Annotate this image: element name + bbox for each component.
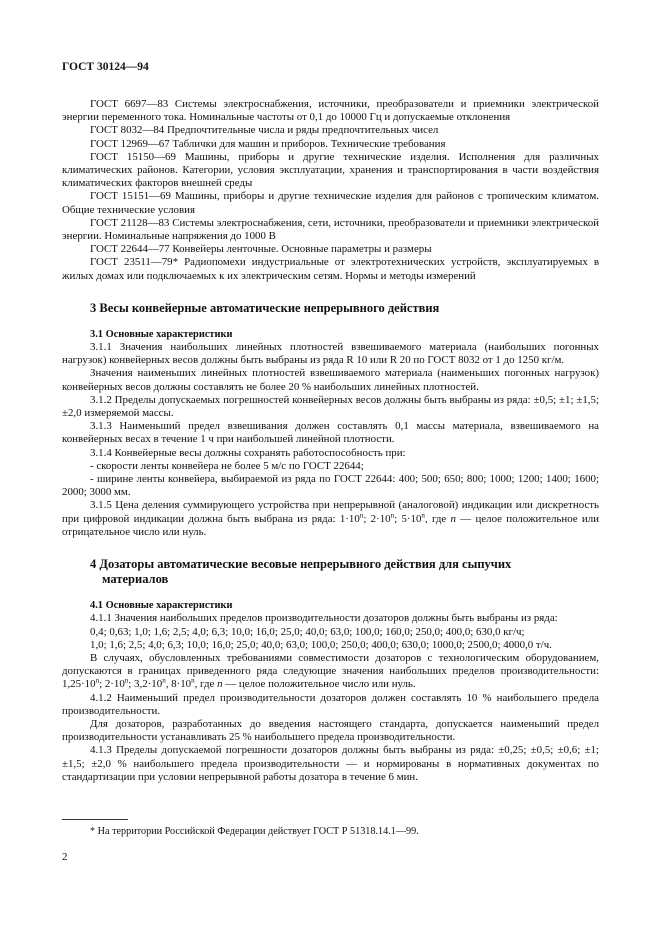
clause-3-1-2: 3.1.2 Пределы допускаемых погрешностей конвейерных весов должны быть выбраны из ряда: ±0,5; ±1; ±1,5; ±2,0 измеряемой массы. bbox=[62, 393, 599, 420]
subsection-4-1-heading: 4.1 Основные характеристики bbox=[90, 600, 233, 612]
document-body bbox=[62, 98, 599, 784]
clause-3-1-1: 3.1.1 Значения наибольших линейных плотностей взвешиваемого материала (наибольших погонных нагрузок) конвейерных весов должны быть выбраны из ряда R 10 или R 20 по ГОСТ 8032 от 1 до 1250 кг/м. bbox=[62, 341, 599, 367]
series-kg-per-hour: 0,4; 0,63; 1,0; 1,6; 2,5; 4,0; 6,3; 10,0; 16,0; 25,0; 40,0; 63,0; 100,0; 160,0; 250,0; 400,0; 630,0 кг/ч; bbox=[90, 625, 525, 638]
clause-3-1-3: 3.1.3 Наименьший предел взвешивания должен составлять 0,1 массы материала, взвешиваемого на конвейерных весах в течение 1 ч при наибольшей линейной плотности. bbox=[62, 420, 599, 446]
references-list bbox=[62, 98, 599, 283]
running-header: ГОСТ 30124—94 bbox=[62, 61, 149, 73]
reference-item: ГОСТ 8032—84 Предпочтительные числа и ряды предпочтительных чисел bbox=[90, 124, 439, 137]
clause-4-1-2-note: Для дозаторов, разработанных до введения настоящего стандарта, допускается наименьший предел производительности устанавливать 25 % наибольшего предела производительности. bbox=[62, 717, 599, 744]
subsection-3-1-heading: 3.1 Основные характеристики bbox=[90, 328, 233, 340]
series-t-per-hour: 1,0; 1,6; 2,5; 4,0; 6,3; 10,0; 16,0; 25,0; 40,0; 63,0; 100,0; 250,0; 400,0; 630,0; 1000,0; 2500,0; 4000,0 т/ч. bbox=[90, 638, 552, 651]
reference-item: ГОСТ 21128—83 Системы электроснабжения, сети, источники, преобразователи и приемники электрической энергии. Номинальные напряжения до 1000 В bbox=[62, 216, 599, 243]
clause-3-1-4: 3.1.4 Конвейерные весы должны сохранять работоспособность при: bbox=[90, 446, 406, 459]
reference-item: ГОСТ 15150—69 Машины, приборы и другие технические изделия. Исполнения для различных климатических районов. Категории, условия эксплуатации, хранения и транспортирования в части воздействия климатических факторов внешней среды bbox=[62, 150, 599, 190]
clause-3-1-4-item: - ширине ленты конвейера, выбираемой из ряда по ГОСТ 22644: 400; 500; 650; 800; 1000; 1200; 1400; 1600; 2000; 3000 мм. bbox=[62, 473, 599, 499]
section-3-heading: 3 Весы конвейерные автоматические непрерывного действия bbox=[90, 300, 440, 315]
reference-item: ГОСТ 12969—67 Таблички для машин и приборов. Технические требования bbox=[90, 137, 446, 150]
section-4-heading: 4 Дозаторы автоматические весовые непрерывного действия для сыпучих материалов bbox=[90, 557, 512, 587]
clause-3-1-5: 3.1.5 Цена деления суммирующего устройства при непрерывной (аналоговой) индикации или дискретность при цифровой индикации должна быть выбрана из ряда: $1\cdot 10^n$; $2\cdot 10^n$; $5\cdot 10^n$, где n — целое положительное или отрицательное число или нуль. bbox=[62, 499, 599, 538]
reference-item: ГОСТ 23511—79* Радиопомехи индустриальные от электротехнических устройств, эксплуатируемых в жилых домах или подключаемых к их электрическим сетям. Нормы и методы измерений bbox=[62, 256, 599, 282]
clause-4-1-1-note: В случаях, обусловленных требованиями совместимости дозаторов с технологическим оборудованием, допускаются в границах приведенного ряда следующие значения наибольших пределов производительности: $1,25\cdot 10^n$; $2\cdot 10^n$; $3,2\cdot 10^n$, $8\cdot 10^n$, где n — целое положительное число или нуль. bbox=[62, 651, 599, 691]
reference-item: ГОСТ 15151—69 Машины, приборы и другие технические изделия для районов с тропическим климатом. Общие технические условия bbox=[62, 190, 599, 216]
clause-4-1-1: 4.1.1 Значения наибольших пределов производительности дозаторов должны быть выбраны из ряда: bbox=[90, 612, 558, 625]
capacity-series bbox=[62, 626, 599, 652]
reference-item: ГОСТ 22644—77 Конвейеры ленточные. Основные параметры и размеры bbox=[90, 243, 432, 256]
footnote-separator bbox=[62, 819, 128, 820]
clause-4-1-2: 4.1.2 Наименьший предел производительности дозаторов должен составлять 10 % наибольшего предела производительности. bbox=[62, 691, 599, 717]
page-number: 2 bbox=[62, 851, 68, 863]
clause-3-1-4-item: - скорости ленты конвейера не более 5 м/с по ГОСТ 22644; bbox=[90, 459, 364, 472]
clause-4-1-3: 4.1.3 Пределы допускаемой погрешности дозаторов должны быть выбраны из ряда: ±0,25; ±0,5; ±0,6; ±1; ±1,5; ±2,0 % наибольшего предела производительности — и нормированы в нормативных документах по стандартизации при условии непрерывной работы дозатора в течение 6 мин. bbox=[62, 744, 599, 783]
footnote: * На территории Российской Федерации действует ГОСТ Р 51318.14.1—99. bbox=[90, 826, 419, 837]
reference-item: ГОСТ 6697—83 Системы электроснабжения, источники, преобразователи и приемники электрической энергии переменного тока. Номинальные частоты от 0,1 до 10000 Гц и допускаемые отклонения bbox=[62, 98, 599, 124]
clause-3-1-1-note: Значения наименьших линейных плотностей взвешиваемого материала (наименьших погонных нагрузок) конвейерных весов должны составлять не более 20 % наибольших линейных плотностей. bbox=[62, 367, 599, 393]
